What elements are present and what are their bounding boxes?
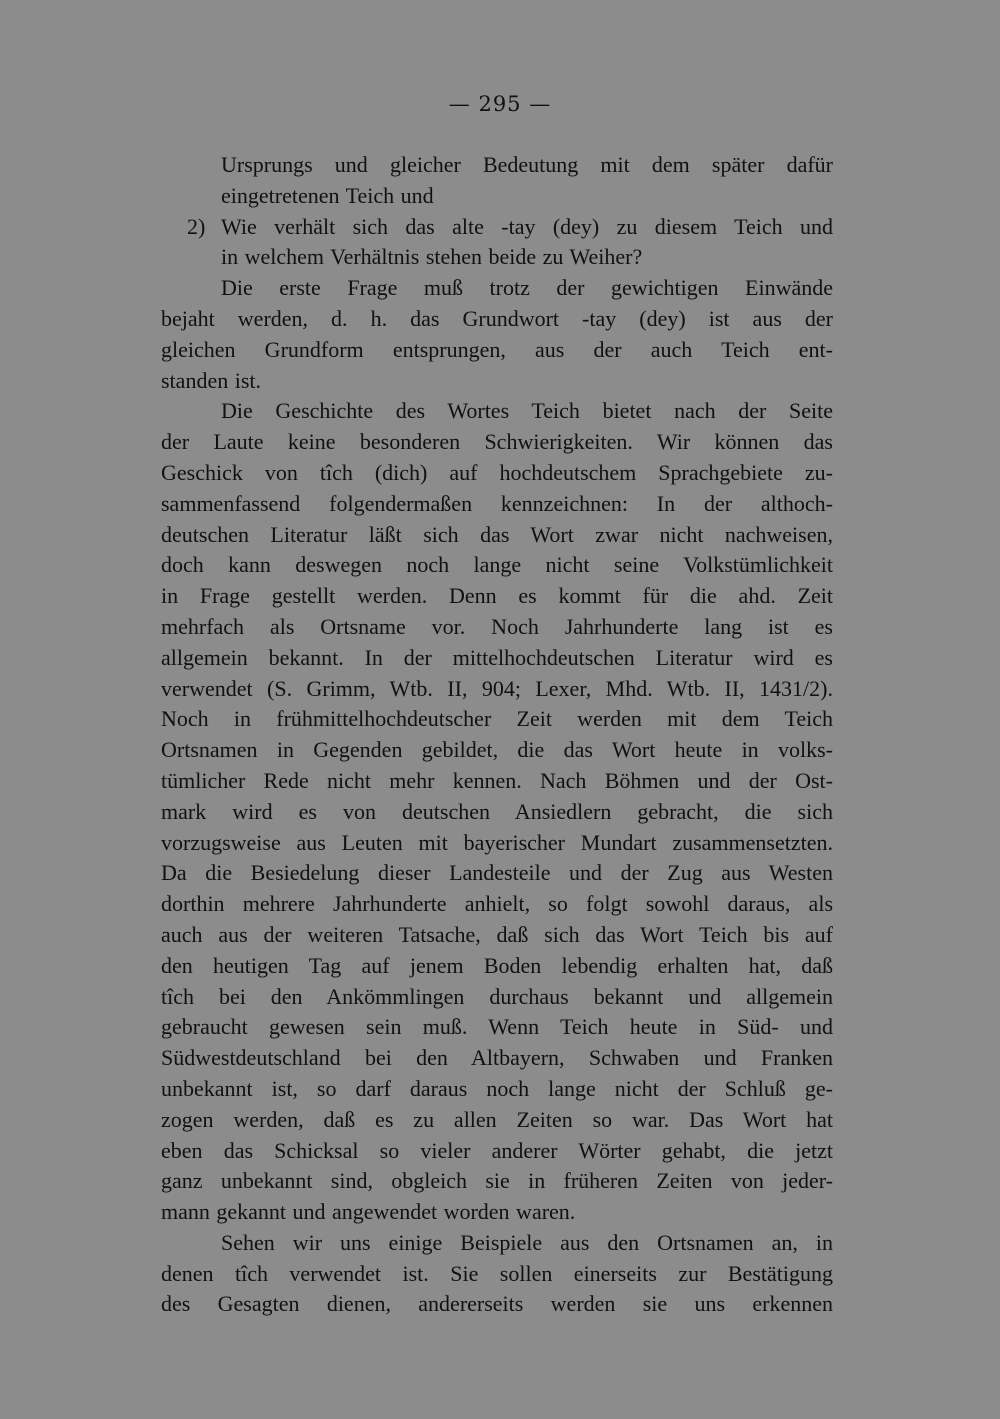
text-line: [161, 612, 833, 643]
line-text: allgemein bekannt. In der mittelhochdeutschen Literatur wird es: [161, 644, 833, 670]
line-text: eingetretenen Teich und: [221, 182, 434, 208]
text-line: [161, 335, 833, 366]
line-text: verwendet (S. Grimm, Wtb. II, 904; Lexer, Mhd. Wtb. II, 1431/2).: [161, 675, 833, 701]
text-line: [161, 735, 833, 766]
text-line: [161, 1043, 833, 1074]
text-line: [161, 1197, 833, 1228]
line-text: denen tîch verwendet ist. Sie sollen einerseits zur Bestätigung: [161, 1260, 833, 1286]
line-text: Ursprungs und gleicher Bedeutung mit dem später dafür: [221, 152, 833, 177]
line-text: standen ist.: [161, 367, 261, 393]
text-line: [161, 1105, 833, 1136]
line-text: in Frage gestellt werden. Denn es kommt für die ahd. Zeit: [161, 583, 833, 609]
line-text: tîch bei den Ankömmlingen durchaus bekannt und allgemein: [161, 983, 833, 1009]
text-line: [161, 520, 833, 551]
text-line: [161, 920, 833, 951]
line-text: Geschick von tîch (dich) auf hochdeutschem Sprachgebiete zu-: [161, 459, 833, 485]
text-line: [161, 1074, 833, 1105]
line-text: sammenfassend folgendermaßen kennzeichnen: In der althoch-: [161, 490, 833, 516]
text-line: [161, 366, 833, 397]
line-text: den heutigen Tag auf jenem Boden lebendig erhalten hat, daß: [161, 952, 833, 978]
text-line: [161, 581, 833, 612]
line-text: mark wird es von deutschen Ansiedlern gebracht, die sich: [161, 798, 833, 824]
text-line: [161, 273, 833, 304]
text-line: [161, 212, 833, 243]
text-line: [161, 643, 833, 674]
text-line: [161, 458, 833, 489]
text-line: [161, 550, 833, 581]
line-text: auch aus der weiteren Tatsache, daß sich das Wort Teich bis auf: [161, 921, 833, 947]
text-line: [161, 1166, 833, 1197]
text-line: [161, 1012, 833, 1043]
line-text: dorthin mehrere Jahrhunderte anhielt, so folgt sowohl daraus, als: [161, 891, 833, 917]
text-line: [161, 489, 833, 520]
text-line: [161, 427, 833, 458]
text-line: [161, 982, 833, 1013]
line-text: zogen werden, daß es zu allen Zeiten so war. Das Wort hat: [161, 1106, 833, 1132]
line-text: in welchem Verhältnis stehen beide zu Weiher?: [221, 244, 643, 270]
line-text: gleichen Grundform entsprungen, aus der auch Teich ent-: [161, 336, 833, 362]
text-line: [161, 674, 833, 705]
text-line: [161, 858, 833, 889]
line-text: Da die Besiedelung dieser Landesteile und der Zug aus Westen: [161, 860, 833, 886]
text-line: [161, 1136, 833, 1167]
line-text: gebraucht gewesen sein muß. Wenn Teich heute in Süd- und: [161, 1014, 833, 1040]
text-line: [161, 396, 833, 427]
text-line: [161, 704, 833, 735]
text-line: [161, 951, 833, 982]
text-line: [161, 1228, 833, 1259]
text-line: [161, 797, 833, 828]
line-text: eben das Schicksal so vieler anderer Wörter gehabt, die jetzt: [161, 1137, 833, 1163]
line-text: Ortsnamen in Gegenden gebildet, die das Wort heute in volks-: [161, 737, 833, 763]
text-line: [161, 150, 833, 181]
line-text: ganz unbekannt sind, obgleich sie in früheren Zeiten von jeder-: [161, 1168, 833, 1194]
text-line: [161, 828, 833, 859]
text-line: [161, 1289, 833, 1320]
text-line: [161, 181, 833, 212]
line-text: Noch in frühmittelhochdeutscher Zeit werden mit dem Teich: [161, 706, 833, 732]
page-number: — 295 —: [448, 92, 552, 116]
line-text: des Gesagten dienen, andererseits werden sie uns erkennen: [161, 1291, 833, 1317]
text-line: [161, 1259, 833, 1290]
line-text: tümlicher Rede nicht mehr kennen. Nach Böhmen und der Ost-: [161, 767, 833, 793]
line-text: Wie verhält sich das alte -tay (dey) zu diesem Teich und: [221, 213, 833, 239]
line-text: der Laute keine besonderen Schwierigkeiten. Wir können das: [161, 429, 833, 455]
text-line: [161, 304, 833, 335]
line-text: bejaht werden, d. h. das Grundwort -tay (dey) ist aus der: [161, 305, 833, 331]
line-text: deutschen Literatur läßt sich das Wort zwar nicht nachweisen,: [161, 521, 833, 547]
line-text: vorzugsweise aus Leuten mit bayerischer Mundart zusammensetzten.: [161, 829, 833, 855]
line-text: Sehen wir uns einige Beispiele aus den Ortsnamen an, in: [221, 1229, 833, 1255]
line-text: mann gekannt und angewendet worden waren.: [161, 1199, 576, 1225]
line-text: Die Geschichte des Wortes Teich bietet nach der Seite: [221, 398, 833, 424]
text-line: [161, 889, 833, 920]
line-text: Die erste Frage muß trotz der gewichtigen Einwände: [221, 275, 833, 301]
text-line: [161, 242, 833, 273]
body-text: [161, 150, 833, 1320]
line-text: unbekannt ist, so darf daraus noch lange nicht der Schluß ge-: [161, 1075, 833, 1101]
line-text: mehrfach als Ortsname vor. Noch Jahrhunderte lang ist es: [161, 613, 833, 639]
text-line: [161, 766, 833, 797]
list-number: 2): [187, 213, 206, 239]
line-text: doch kann deswegen noch lange nicht seine Volkstümlichkeit: [161, 552, 833, 578]
line-text: Südwestdeutschland bei den Altbayern, Schwaben und Franken: [161, 1045, 833, 1071]
